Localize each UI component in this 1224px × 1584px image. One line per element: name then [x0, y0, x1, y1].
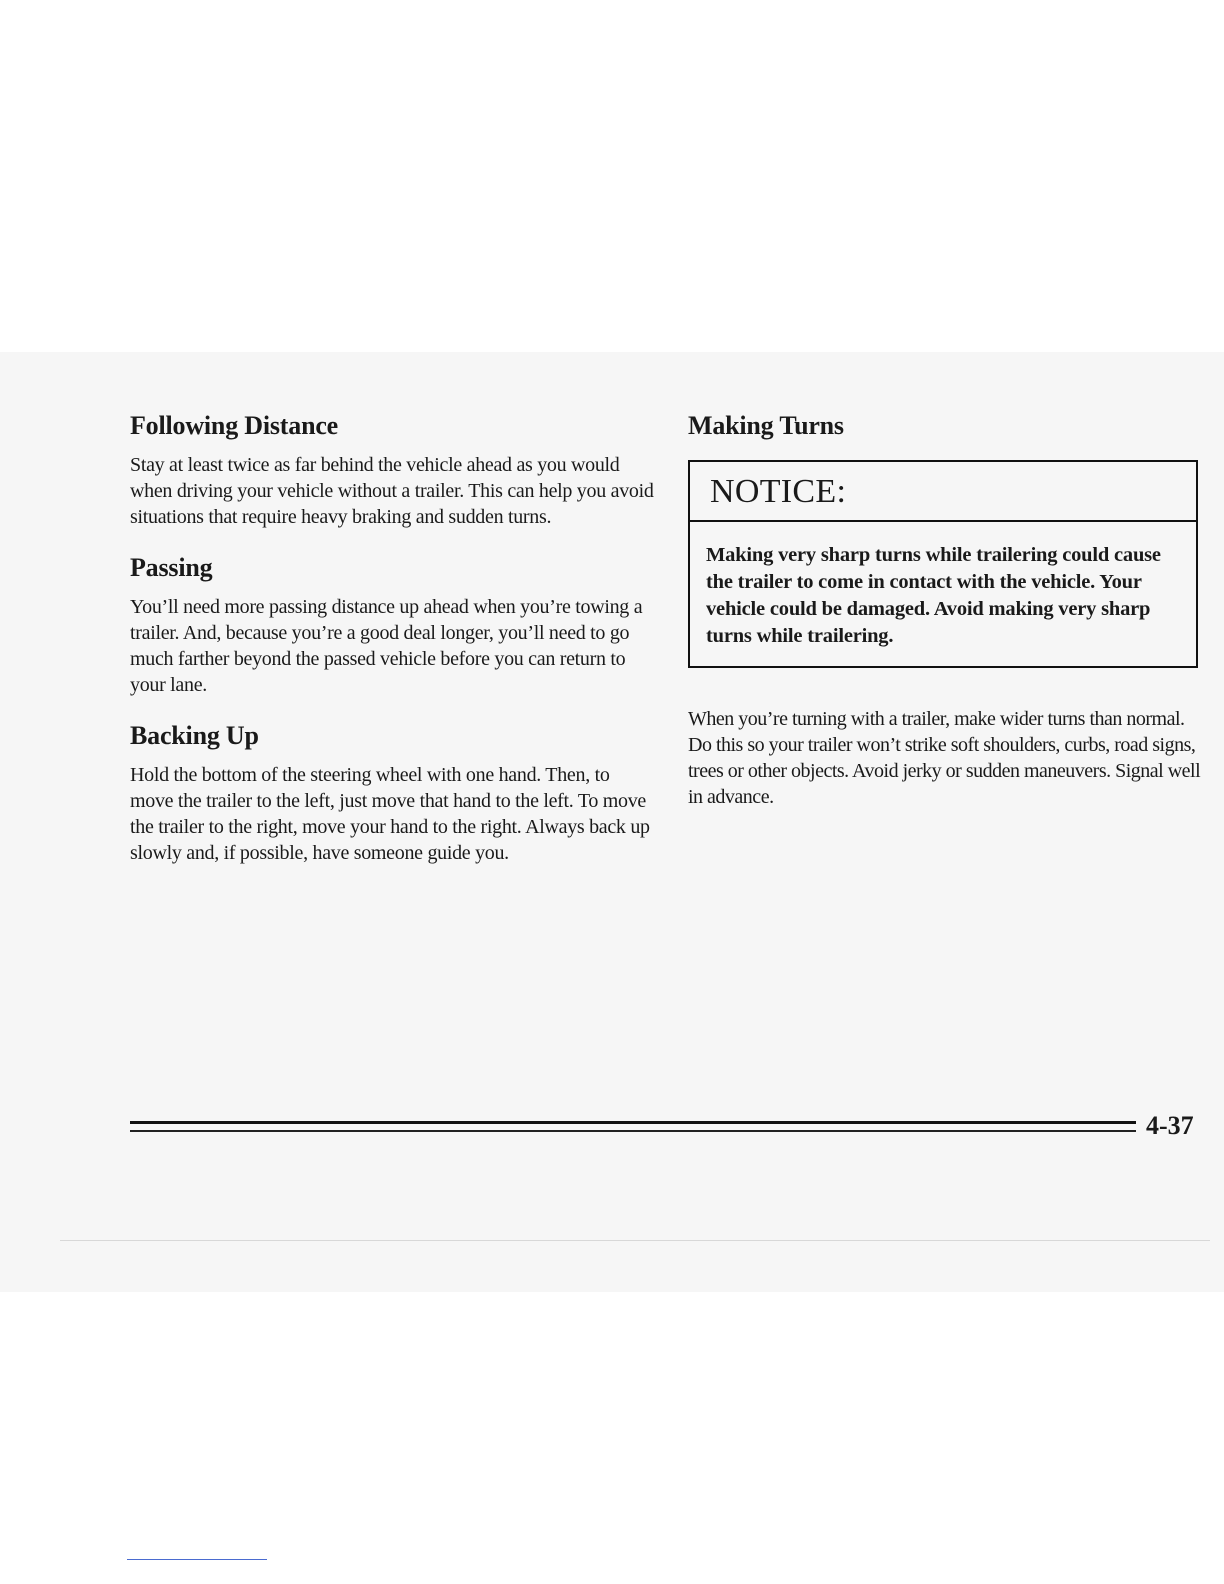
footer-rule: [130, 1121, 1136, 1124]
following-distance-text: Stay at least twice as far behind the vehicle ahead as you would when driving your vehicle without a trailer. This can help you avoid situations that require heavy braking and sudden turns.: [130, 454, 654, 528]
backing-up-heading: Backing Up: [130, 721, 259, 750]
following-distance-section: [130, 410, 655, 530]
backing-up-text: Hold the bottom of the steering wheel with one hand. Then, to move the trailer to the left, just move that hand to the left. To move the trailer to the right, move your hand to the right. Always back up slowly and, if possible, have someone guide you.: [130, 764, 650, 864]
backing-up-section: [130, 720, 655, 866]
notice-text: Making very sharp turns while trailering could cause the trailer to come in contact with the vehicle. Your vehicle could be damaged. Avoid making very sharp turns while trailering.: [706, 544, 1161, 647]
passing-section: [130, 552, 655, 698]
passing-heading: Passing: [130, 553, 213, 582]
notice-title: NOTICE:: [710, 473, 847, 510]
making-turns-heading: Making Turns: [688, 411, 844, 440]
following-distance-heading: Following Distance: [130, 411, 339, 440]
passing-text: You’ll need more passing distance up ahead when you’re towing a trailer. And, because you’re a good deal longer, you’ll need to go much farther beyond the passed vehicle before you can return to your lane.: [130, 596, 643, 696]
page-number: 4-37: [1146, 1111, 1194, 1140]
right-column: [688, 410, 1204, 810]
left-column: [130, 410, 655, 888]
notice-box: [688, 460, 1198, 668]
link-underline: [127, 1559, 267, 1560]
scan-edge-line: [60, 1240, 1210, 1241]
notice-title-row: [690, 462, 1196, 522]
making-turns-text: When you’re turning with a trailer, make wider turns than normal. Do this so your trailer won’t strike soft shoulders, curbs, road signs, trees or other objects. Avoid jerky or sudden maneuvers. Signal well in advance.: [688, 708, 1201, 808]
footer-rule-secondary: [130, 1130, 1136, 1132]
